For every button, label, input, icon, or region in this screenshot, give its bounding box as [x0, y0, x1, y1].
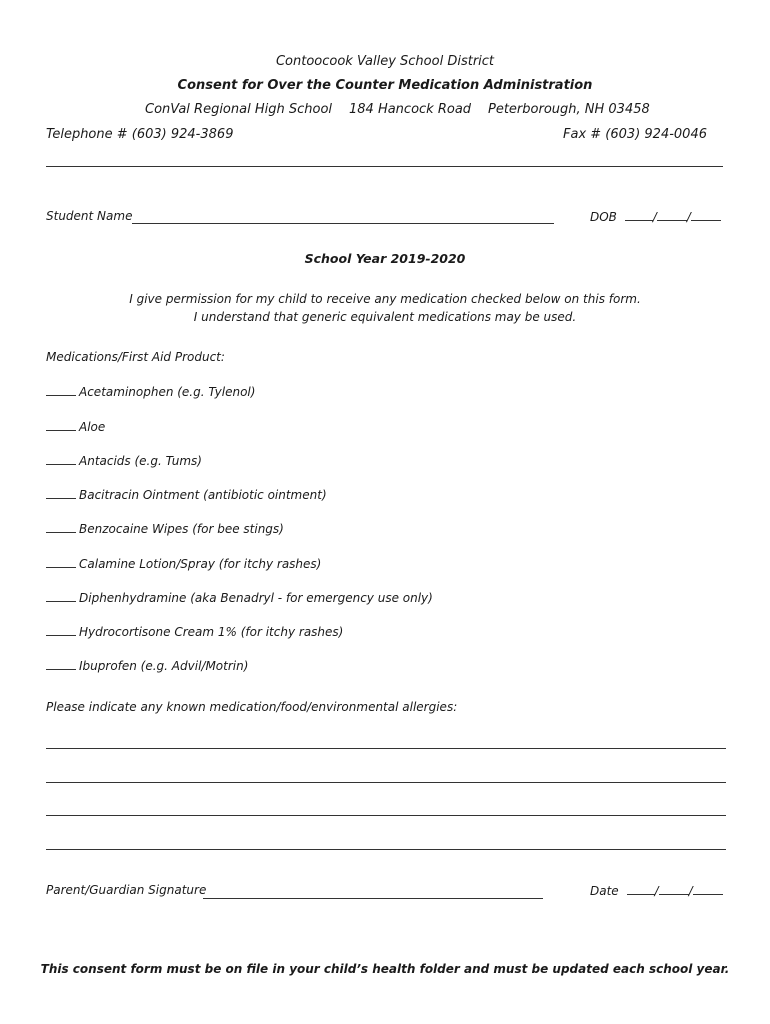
checkbox-blank[interactable] [46, 658, 76, 670]
allergy-line[interactable] [46, 849, 726, 850]
medication-item[interactable] [46, 487, 327, 502]
medication-item[interactable] [46, 419, 105, 434]
checkbox-blank[interactable] [46, 521, 76, 533]
allergy-line[interactable] [46, 748, 726, 749]
permission-line-2: I understand that generic equivalent medications may be used. [193, 310, 577, 324]
medication-label: Benzocaine Wipes (for bee stings) [79, 522, 284, 536]
school-name: ConVal Regional High School [145, 102, 333, 117]
medication-label: Hydrocortisone Cream 1% (for itchy rashes) [79, 625, 344, 639]
medications-heading: Medications/First Aid Product: [46, 350, 225, 364]
medication-label: Calamine Lotion/Spray (for itchy rashes) [79, 557, 322, 571]
district-name: Contoocook Valley School District [275, 54, 495, 69]
dob-year-blank[interactable] [691, 209, 721, 221]
date-label: Date [590, 884, 619, 898]
medication-label: Acetaminophen (e.g. Tylenol) [79, 385, 256, 399]
dob-field[interactable]: DOB / / [590, 209, 721, 224]
checkbox-blank[interactable] [46, 487, 76, 499]
date-year-blank[interactable] [693, 883, 723, 895]
medication-item[interactable] [46, 384, 255, 399]
permission-line-1: I give permission for my child to receive any medication checked below on this form. [129, 292, 641, 306]
checkbox-blank[interactable] [46, 590, 76, 602]
medication-item[interactable] [46, 521, 284, 536]
footer-note: This consent form must be on file in your child’s health folder and must be updated each school year. [40, 962, 730, 976]
allergy-line[interactable] [46, 815, 726, 816]
signature-date-field[interactable]: Date / / [590, 883, 723, 898]
checkbox-blank[interactable] [46, 384, 76, 396]
student-name-field[interactable] [132, 209, 554, 224]
checkbox-blank[interactable] [46, 556, 76, 568]
checkbox-blank[interactable] [46, 453, 76, 465]
telephone-number: Telephone # (603) 924-3869 [46, 127, 234, 142]
dob-day-blank[interactable] [657, 209, 687, 221]
medication-label: Aloe [79, 420, 106, 434]
medication-label: Antacids (e.g. Tums) [79, 454, 202, 468]
date-day-blank[interactable] [659, 883, 689, 895]
medication-label: Ibuprofen (e.g. Advil/Motrin) [79, 659, 249, 673]
signature-field[interactable] [203, 883, 543, 899]
dob-label: DOB [590, 210, 617, 224]
fax-number: Fax # (603) 924-0046 [563, 127, 707, 142]
checkbox-blank[interactable] [46, 624, 76, 636]
date-month-blank[interactable] [627, 883, 655, 895]
medication-item[interactable] [46, 453, 202, 468]
allergy-line[interactable] [46, 782, 726, 783]
allergies-label: Please indicate any known medication/food/environmental allergies: [46, 700, 458, 714]
student-name-label: Student Name [46, 209, 133, 223]
dob-month-blank[interactable] [625, 209, 653, 221]
header-divider [46, 166, 723, 167]
school-address: 184 Hancock Road [349, 102, 472, 117]
school-year: School Year 2019-2020 [304, 251, 466, 266]
school-city: Peterborough, NH 03458 [488, 102, 650, 117]
form-title: Consent for Over the Counter Medication Administration [177, 78, 593, 93]
medication-item[interactable] [46, 658, 248, 673]
medication-label: Bacitracin Ointment (antibiotic ointment) [79, 488, 327, 502]
medication-item[interactable] [46, 556, 321, 571]
medication-label: Diphenhydramine (aka Benadryl - for emergency use only) [79, 591, 433, 605]
checkbox-blank[interactable] [46, 419, 76, 431]
medication-item[interactable] [46, 590, 433, 605]
medication-item[interactable] [46, 624, 343, 639]
signature-label: Parent/Guardian Signature [46, 883, 207, 897]
